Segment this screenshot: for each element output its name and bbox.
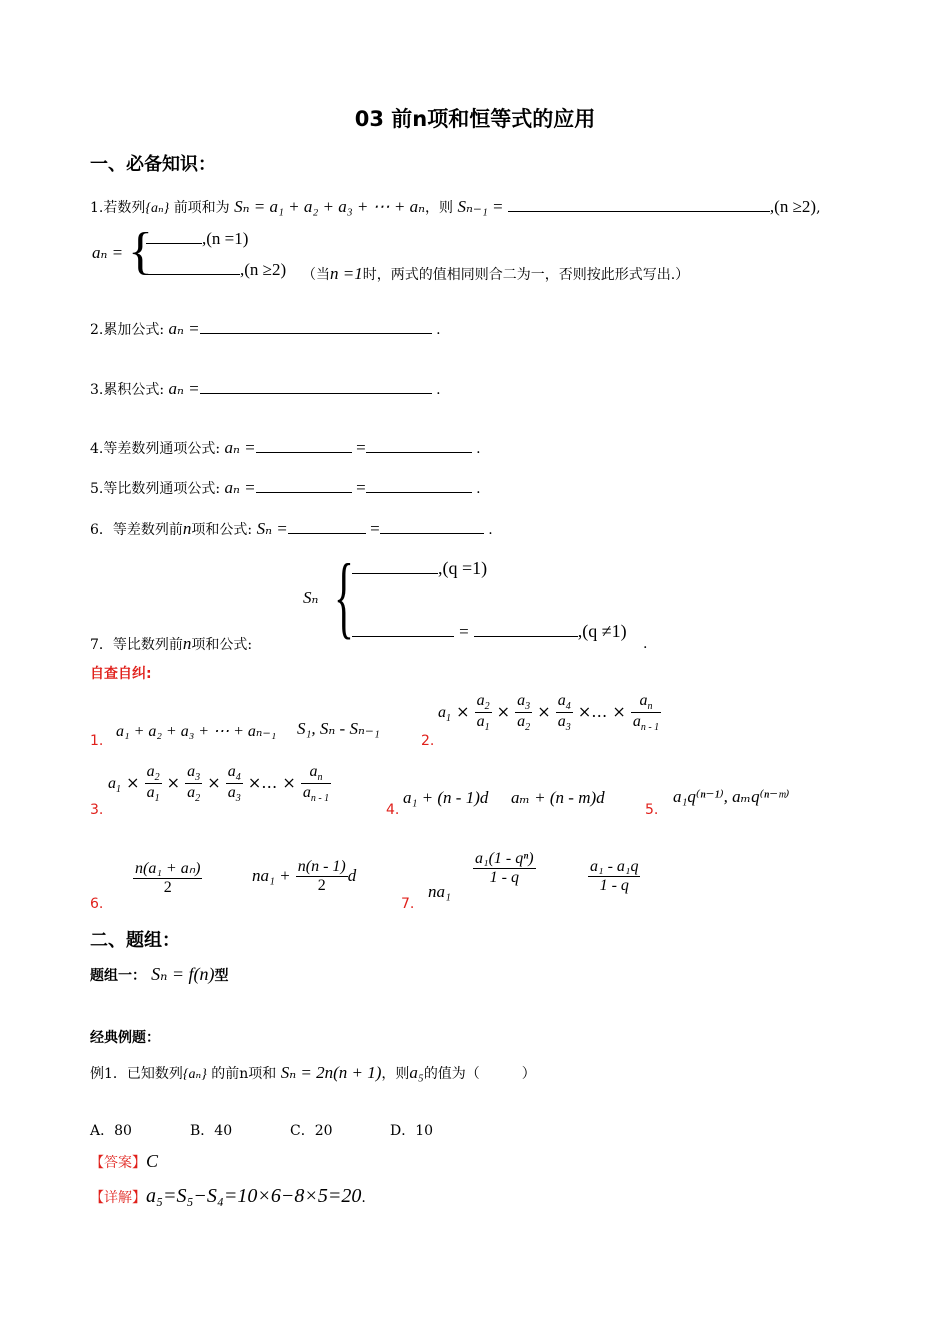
item4-line	[90, 438, 481, 458]
answer6-tail: d	[347, 866, 357, 885]
answer3-frac3: $\frac{a_4}{a_3}$	[227, 763, 241, 805]
check-heading: 自查自纠:	[90, 666, 152, 682]
answer6-lead: na₁ +	[252, 866, 291, 885]
answer3-number: 3.	[90, 802, 104, 818]
option-d[interactable]: D．10	[390, 1123, 434, 1139]
answer3-a1: $a_1$	[108, 775, 121, 796]
item6-line	[90, 519, 493, 539]
item7-case2	[352, 621, 627, 642]
answer4-expr2: aₘ + (n - m)d	[511, 788, 605, 807]
answer1-number: 1.	[90, 733, 104, 749]
answer7-frac1-den: 1 - q	[489, 869, 519, 886]
answer-value: C	[146, 1151, 159, 1171]
item7-case2-blank1	[352, 622, 454, 637]
answer7-frac2-den: 1 - q	[599, 877, 629, 894]
item1-sum: Sₙ = a₁ + a₂ + a₃ + ⋯ + aₙ	[234, 197, 426, 216]
item1-cond: ,(n ≥2)	[769, 197, 817, 216]
group1-expr: Sₙ = f(n)	[151, 964, 215, 984]
item1-tail: ,	[816, 200, 821, 216]
detail-expr: a₅=S₅−S₄=10×6−8×5=20	[146, 1185, 362, 1207]
item5-end: .	[476, 481, 481, 497]
answer7-frac1-body	[473, 850, 536, 887]
item2-line	[90, 319, 441, 339]
answer1-expr: a₁ + a₂ + a₃ + ⋯ + aₙ₋₁	[116, 723, 277, 740]
answer7-frac1	[473, 850, 536, 887]
item7-brace: {	[334, 545, 354, 647]
item3-blank	[200, 379, 432, 394]
answer7-frac2-body	[588, 858, 640, 895]
item6-blank1	[288, 519, 366, 534]
item4-blank1	[256, 438, 352, 453]
answer6-frac2-den: 2	[317, 877, 326, 894]
answer6-frac2	[296, 858, 348, 895]
item1-note-n: n =1	[330, 264, 363, 283]
item7-label-b: 项和公式:	[191, 637, 253, 653]
answer2-number: 2.	[421, 733, 435, 749]
answer5-number: 5.	[645, 802, 659, 818]
answer7-frac2-num: a₁ - a₁q	[590, 858, 639, 875]
item7-sn: Sₙ	[303, 588, 319, 607]
item1-lhs: Sₙ₋₁ =	[457, 197, 504, 216]
item6-n: n	[182, 519, 192, 538]
classic-label: 经典例题：	[90, 1030, 160, 1046]
example1-a5: a₅	[409, 1063, 424, 1082]
item7-n: n	[182, 634, 192, 653]
item6-expr: Sₙ =	[256, 519, 288, 538]
example1-lead: 例1．已知数列	[90, 1066, 183, 1082]
answer6-frac1	[133, 858, 202, 897]
answer6-frac2-num: n(n - 1)	[297, 858, 346, 875]
answer2-frac3: $\frac{a_4}{a_3}$	[557, 692, 571, 734]
item4-eq: =	[356, 438, 366, 457]
item4-end: .	[476, 441, 481, 457]
answer6-frac1-num: n(a₁ + aₙ)	[135, 860, 201, 877]
item1-case2-blank	[146, 260, 240, 275]
item2-blank	[200, 319, 432, 334]
answer2-frac2: $\frac{a_3}{a_2}$	[517, 692, 531, 734]
answer2-frac4: $\frac{a_n}{a_{n - 1}}$	[632, 692, 660, 734]
example1-line	[90, 1063, 536, 1083]
item1-blank	[508, 197, 770, 212]
answer-tag: 【答案】	[90, 1155, 146, 1171]
item1-case1	[146, 229, 248, 249]
answer6-frac1-den: 2	[163, 879, 172, 896]
answer3-frac1: $\frac{a_2}{a_1}$	[146, 763, 160, 805]
item1-case1-blank	[146, 229, 202, 244]
item7-case2-cond: ,(q ≠1)	[577, 621, 627, 641]
item7-case2-blank2	[474, 622, 578, 637]
answer5-expr: a₁q⁽ⁿ⁻¹⁾, aₘq⁽ⁿ⁻ᵐ⁾	[673, 787, 790, 806]
item3-line	[90, 379, 441, 399]
item1-case1-cond: ,(n =1)	[202, 229, 249, 248]
item1-lead: 1.若数列	[90, 200, 146, 216]
answer6-expr2	[252, 858, 356, 895]
item7-label-a: 7．等比数列前	[90, 637, 183, 653]
item1-note	[302, 264, 689, 284]
answer3-frac2: $\frac{a_3}{a_2}$	[187, 763, 201, 805]
detail-end: .	[361, 1190, 366, 1206]
item5-blank1	[256, 478, 352, 493]
item6-end: .	[488, 522, 493, 538]
item5-expr: aₙ =	[224, 478, 256, 497]
item1-case2	[146, 260, 286, 280]
option-c[interactable]: C．20	[290, 1123, 333, 1139]
item7-label	[90, 634, 252, 654]
item2-label: 2.累加公式:	[90, 322, 165, 338]
answer7-number: 7.	[401, 896, 415, 912]
answer2-frac1: $\frac{a_2}{a_1}$	[476, 692, 490, 734]
answer1-expr2: S₁, Sₙ - Sₙ₋₁	[297, 719, 380, 738]
item5-label: 5.等比数列通项公式:	[90, 481, 221, 497]
item5-blank2	[366, 478, 472, 493]
answer7-frac1-num: a₁(1 - qⁿ)	[475, 850, 534, 867]
section-heading-groups: 二、题组：	[90, 930, 180, 951]
answer3-product: $a_1$ × $\frac{a_2}{a_1}$ × $\frac{a_3}{a_2}$ × $\frac{a_4}{a_3}$ ×… × $\frac{a_n}{a_{n - 1}}$	[108, 763, 330, 805]
answer2-product: $a_1$ × $\frac{a_2}{a_1}$ × $\frac{a_3}{a_2}$ × $\frac{a_4}{a_3}$ ×… × $\frac{a_n}{a_{n - 1}}$	[438, 692, 660, 734]
group1-line	[90, 964, 229, 985]
example1-then: ，则	[381, 1066, 410, 1082]
example1-seq: {aₙ}	[182, 1067, 207, 1082]
item1-line	[90, 197, 821, 217]
item1-brace: {	[128, 223, 153, 280]
example1-expr: Sₙ = 2n(n + 1)	[280, 1063, 382, 1082]
section-heading-knowledge: 一、必备知识：	[90, 154, 216, 175]
group1-suffix: 型	[214, 968, 229, 984]
item3-end: .	[436, 382, 441, 398]
item2-expr: aₙ =	[168, 319, 200, 338]
item3-expr: aₙ =	[168, 379, 200, 398]
answer2-a1: $a_1$	[438, 704, 451, 725]
item7-case1-cond: ,(q =1)	[438, 558, 488, 578]
detail-line	[90, 1185, 366, 1208]
answer4-expr: a₁ + (n - 1)d	[403, 788, 489, 807]
item4-blank2	[366, 438, 472, 453]
example1-tail: 的值为（ ）	[423, 1066, 536, 1082]
answer3-frac4: $\frac{a_n}{a_{n - 1}}$	[302, 763, 330, 805]
item6-label-b: 项和公式:	[191, 522, 253, 538]
item7-case1	[352, 558, 487, 579]
item7-end: .	[643, 636, 648, 652]
example1-mid: 的前n项和	[211, 1066, 277, 1082]
item2-end: .	[436, 322, 441, 338]
example1-options	[90, 1120, 490, 1140]
item6-eq: =	[370, 519, 380, 538]
item5-line	[90, 478, 481, 498]
item6-blank2	[380, 519, 484, 534]
group1-label: 题组一：	[90, 968, 146, 984]
item1-mid: 前项和为	[173, 200, 230, 216]
option-a[interactable]: A．80	[90, 1123, 132, 1139]
answer7-expr: na₁	[428, 882, 451, 901]
item1-note-a: （当	[302, 267, 330, 283]
answer6-frac1-body	[133, 858, 202, 897]
item7-eq: =	[459, 622, 469, 641]
item5-eq: =	[356, 478, 366, 497]
item3-label: 3.累积公式:	[90, 382, 165, 398]
item6-label-a: 6．等差数列前	[90, 522, 183, 538]
detail-tag: 【详解】	[90, 1190, 146, 1206]
item1-seq: {aₙ}	[145, 201, 170, 216]
item1-note-b: 时，两式的值相同则合二为一，否则按此形式写出.）	[362, 267, 690, 283]
page-title: 03 前n项和恒等式的应用	[354, 107, 596, 131]
answer7-frac2	[588, 858, 640, 895]
item1-an: aₙ =	[92, 243, 124, 262]
item1-then: ，则	[425, 200, 454, 216]
item4-label: 4.等差数列通项公式:	[90, 441, 221, 457]
item1-case2-cond: ,(n ≥2)	[240, 260, 287, 279]
answer6-number: 6.	[90, 896, 104, 912]
item7-case1-blank	[352, 559, 438, 574]
item4-expr: aₙ =	[224, 438, 256, 457]
answer-line	[90, 1151, 158, 1172]
answer4-number: 4.	[386, 802, 400, 818]
option-b[interactable]: B．40	[190, 1123, 233, 1139]
